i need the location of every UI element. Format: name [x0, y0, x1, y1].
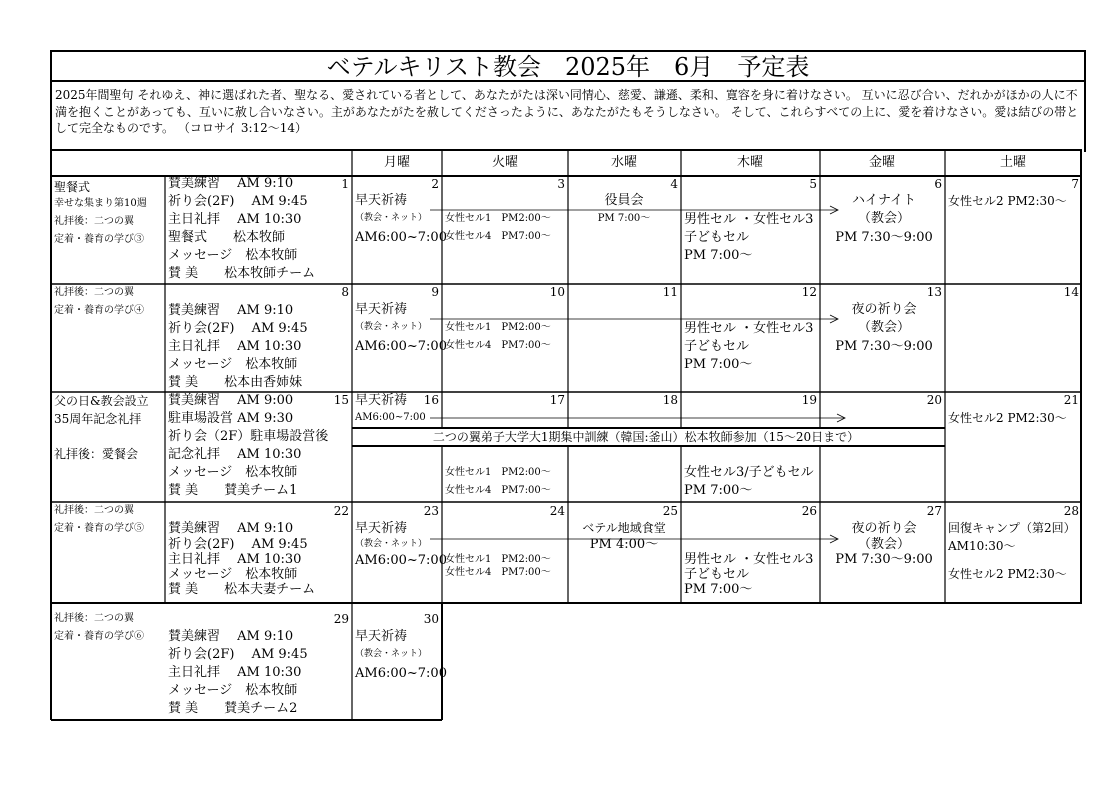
date-wed: 18	[662, 393, 678, 407]
thu-event: 子どもセル	[684, 567, 750, 582]
sunday-note: 父の日&教会設立	[54, 394, 149, 408]
sunday-schedule-line: 祈り会(2F) AM 9:45	[168, 647, 308, 662]
sat-event: 回復キャンプ（第2回）	[948, 521, 1076, 535]
sunday-schedule-line: 賛 美 松本牧師チーム	[168, 266, 316, 281]
date-mon: 2	[431, 177, 439, 191]
date-tue: 3	[557, 177, 565, 191]
tue-event: 女性セル4 PM7:00～	[445, 567, 551, 578]
page-title: ベテルキリスト教会 2025年 6月 予定表	[326, 53, 810, 81]
sunday-schedule-line: 賛美練習 AM 9:10	[168, 303, 294, 318]
thu-event: 男性セル ・女性セル3	[684, 212, 814, 227]
date-thu: 19	[801, 393, 817, 407]
sunday-note: 礼拝後：二つの翼	[54, 613, 134, 624]
weekday-fri: 金曜	[868, 155, 896, 170]
sunday-note: 定着・養育の学び⑥	[54, 631, 144, 642]
fri-event: PM 7:30～9:00	[835, 552, 933, 567]
sunday-note: 定着・養育の学び④	[54, 305, 144, 316]
date-wed: 25	[662, 504, 678, 518]
sunday-date: 8	[341, 285, 349, 299]
tue-event: 女性セル4 PM7:00～	[445, 231, 551, 242]
sunday-schedule-line: 賛 美 松本由香姉妹	[168, 375, 303, 390]
mon-event: 早天祈祷	[355, 393, 408, 408]
date-tue: 24	[549, 504, 565, 518]
date-tue: 10	[549, 285, 565, 299]
date-sat: 7	[1071, 177, 1079, 191]
sunday-schedule-line: 祈り会(2F) AM 9:45	[168, 194, 308, 209]
date-mon: 30	[423, 612, 439, 626]
date-wed: 4	[670, 177, 678, 191]
sunday-schedule-line: 主日礼拝 AM 10:30	[168, 212, 302, 227]
date-thu: 12	[801, 285, 817, 299]
training-banner: 二つの翼弟子大学大1期集中訓練（韓国:釜山）松本牧師参加（15～20日まで）	[432, 430, 860, 444]
weekday-mon: 月曜	[383, 155, 411, 170]
fri-event: 夜の祈り会	[851, 521, 917, 536]
sunday-schedule-line: メッセージ 松本牧師	[168, 683, 298, 698]
fri-event: ハイナイト	[851, 193, 917, 208]
thu-event: 子どもセル	[684, 230, 750, 245]
schedule-sheet	[50, 50, 1084, 722]
thu-event: PM 7:00～	[684, 582, 753, 597]
sunday-schedule-line: 主日礼拝 AM 10:30	[168, 665, 302, 680]
mon-event: （教会・ネット）	[355, 213, 428, 223]
mon-event: 早天祈祷	[355, 302, 408, 317]
sat-event: AM10:30～	[948, 539, 1016, 553]
sunday-schedule-line: メッセージ 松本牧師	[168, 357, 298, 372]
sunday-schedule-line: 賛 美 賛美チーム2	[168, 701, 298, 716]
sunday-schedule-line: 賛美練習 AM 9:10	[168, 629, 294, 644]
date-mon: 9	[431, 285, 439, 299]
sunday-schedule-line: 賛美練習 AM 9:10	[168, 521, 294, 536]
mon-event: AM6:00~7:00	[355, 230, 447, 245]
tue-event: 女性セル4 PM7:00～	[445, 485, 551, 496]
date-fri: 6	[934, 177, 942, 191]
sat-event: 女性セル2 PM2:30～	[948, 567, 1067, 581]
thu-event: 女性セル3/子どもセル	[684, 465, 814, 480]
tue-event: 女性セル1 PM2:00～	[445, 213, 551, 224]
wed-event: PM 7:00～	[597, 213, 651, 224]
weekday-thu: 木曜	[736, 155, 764, 170]
sunday-note: 定着・養育の学び③	[54, 234, 144, 245]
date-sat: 14	[1063, 285, 1079, 299]
date-fri: 13	[926, 285, 942, 299]
date-sat: 21	[1063, 393, 1079, 407]
mon-event: AM6:00~7:00	[355, 412, 426, 423]
sat-event: 女性セル2 PM2:30～	[948, 194, 1067, 208]
sunday-schedule-line: 賛 美 賛美チーム1	[168, 483, 298, 498]
sunday-schedule-line: 主日礼拝 AM 10:30	[168, 552, 302, 567]
tue-event: 女性セル1 PM2:00～	[445, 554, 551, 565]
thu-event: PM 7:00～	[684, 248, 753, 263]
fri-event: （教会）	[857, 211, 911, 226]
mon-event: AM6:00~7:00	[355, 339, 447, 354]
tue-event: 女性セル1 PM2:00～	[445, 322, 551, 333]
date-thu: 5	[809, 177, 817, 191]
wed-event: PM 4:00～	[589, 537, 659, 552]
weekday-tue: 火曜	[491, 155, 519, 170]
date-tue: 17	[549, 393, 565, 407]
date-fri: 20	[926, 393, 942, 407]
mon-event: 早天祈祷	[355, 521, 408, 536]
mon-event: AM6:00~7:00	[355, 666, 447, 681]
sunday-date: 29	[333, 612, 349, 626]
sunday-note: 礼拝後：二つの翼	[54, 505, 134, 516]
sunday-schedule-line: 祈り会(2F) AM 9:45	[168, 321, 308, 336]
fri-event: （教会）	[857, 320, 911, 335]
sunday-date: 1	[341, 177, 349, 191]
sunday-note: 礼拝後：二つの翼	[54, 287, 134, 298]
sunday-date: 22	[333, 504, 349, 518]
sunday-note: 礼拝後：二つの翼	[54, 216, 134, 227]
wed-event: 役員会	[604, 193, 644, 208]
date-mon: 23	[423, 504, 439, 518]
mon-event: 早天祈祷	[355, 629, 408, 644]
date-wed: 11	[662, 285, 678, 299]
sunday-schedule-line: 記念礼拝 AM 10:30	[168, 447, 302, 462]
wed-event: ベテル地域食堂	[582, 521, 666, 535]
thu-event: PM 7:00～	[684, 483, 753, 498]
sunday-note: 礼拝後：愛餐会	[54, 447, 139, 461]
thu-event: 男性セル ・女性セル3	[684, 321, 814, 336]
sunday-schedule-line: 駐車場設営 AM 9:30	[168, 411, 294, 426]
mon-event: （教会・ネット）	[355, 539, 428, 549]
fri-event: PM 7:30～9:00	[835, 339, 933, 354]
tue-event: 女性セル1 PM2:00～	[445, 467, 551, 478]
mon-event: （教会・ネット）	[355, 322, 428, 332]
thu-event: 男性セル ・女性セル3	[684, 552, 814, 567]
sunday-schedule-line: メッセージ 松本牧師	[168, 248, 298, 263]
weekday-sat: 土曜	[999, 155, 1027, 170]
date-sat: 28	[1063, 504, 1079, 518]
sunday-note: 幸せな集まり第10週	[54, 198, 147, 209]
thu-event: PM 7:00～	[684, 357, 753, 372]
sunday-schedule-line: 聖餐式 松本牧師	[168, 230, 286, 245]
sunday-date: 15	[333, 393, 349, 407]
sunday-note: 定着・養育の学び⑤	[54, 523, 144, 534]
sunday-schedule-line: 祈り会(2F) AM 9:45	[168, 537, 308, 552]
thu-event: 子どもセル	[684, 339, 750, 354]
fri-event: （教会）	[857, 537, 911, 552]
sunday-schedule-line: メッセージ 松本牧師	[168, 567, 298, 582]
mon-event: 早天祈祷	[355, 193, 408, 208]
sunday-schedule-line: 祈り会（2F）駐車場設営後	[168, 429, 329, 444]
fri-event: PM 7:30～9:00	[835, 230, 933, 245]
year-verse: 2025年間聖句 それゆえ、神に選ばれた者、聖なる、愛されている者として、あなたがたは深い同情心、慈愛、謙遜、柔和、寛容を身に着けなさい。 互いに忍び合い、だれかがほかの人に不満を抱くことがあっても、互いに赦し合いなさい。主があなたがたを赦してくださったように、あなたがたもそうしなさい。 そして、これらすべての上に、愛を着けなさい。愛は結びの帯として完全なものです。 （コロサイ 3:12～14）	[55, 88, 1079, 135]
sat-event: 女性セル2 PM2:30～	[948, 411, 1067, 425]
sunday-schedule-line: 主日礼拝 AM 10:30	[168, 339, 302, 354]
date-fri: 27	[926, 504, 942, 518]
sunday-schedule-line: 賛美練習 AM 9:10	[168, 176, 294, 191]
tue-event: 女性セル4 PM7:00～	[445, 340, 551, 351]
sunday-schedule-line: 賛 美 松本夫妻チーム	[168, 582, 316, 597]
sunday-note: 聖餐式	[54, 180, 91, 194]
mon-event: AM6:00~7:00	[355, 553, 447, 568]
sunday-note: 35周年記念礼拝	[54, 412, 142, 426]
weekday-wed: 水曜	[610, 155, 638, 170]
mon-event: （教会・ネット）	[355, 649, 428, 659]
date-mon: 16	[423, 393, 439, 407]
sunday-schedule-line: メッセージ 松本牧師	[168, 465, 298, 480]
date-thu: 26	[801, 504, 817, 518]
sunday-schedule-line: 賛美練習 AM 9:00	[168, 393, 294, 408]
fri-event: 夜の祈り会	[851, 302, 917, 317]
